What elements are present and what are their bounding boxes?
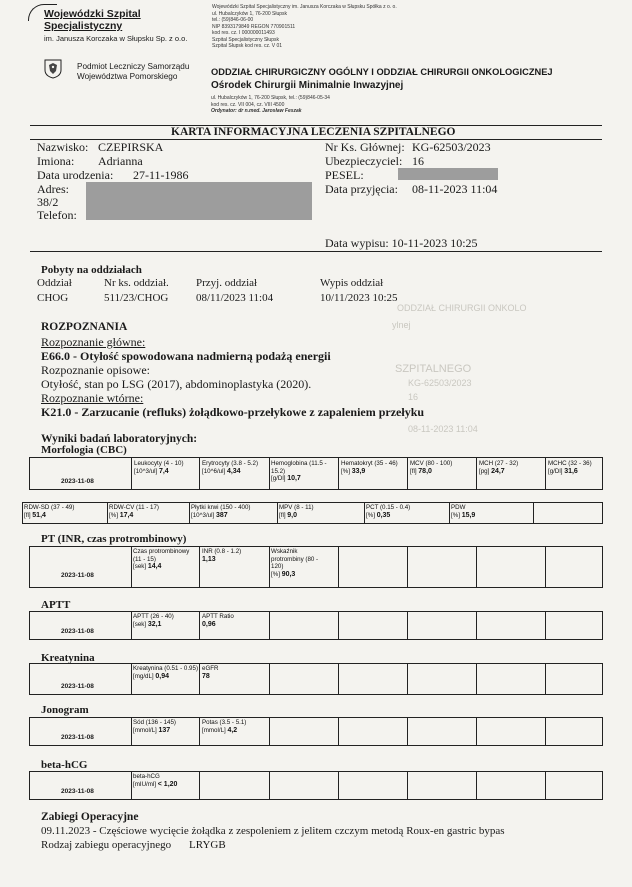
hospital-name-line3: im. Janusza Korczaka w Słupsku Sp. z o.o. xyxy=(44,34,188,43)
morphology-date: 2023-11-08 xyxy=(61,478,94,485)
surname-value: CZEPIRSKA xyxy=(98,140,164,154)
header-bottom-rule xyxy=(30,251,602,252)
pesel-redaction xyxy=(398,168,498,180)
diagnosis-secondary: K21.0 - Zarzucanie (refluks) żołądkowo-przełykowe z zapaleniem przełyku xyxy=(41,405,425,419)
creatinine-title: Kreatynina xyxy=(41,652,95,664)
department-address xyxy=(211,95,330,115)
surgery-type: LRYGB xyxy=(189,839,226,851)
lab-cell: Czas protrombinowy (11 - 15) [sek] 14,4 xyxy=(133,548,190,570)
lab-cell: APTT (26 - 40) [sek] 32,1 xyxy=(133,613,174,628)
lab-cell: Potas (3.5 - 5.1) [mmol/L] 4,2 xyxy=(202,719,247,734)
stays-header-book: Nr ks. oddział. xyxy=(104,277,169,289)
address-line: NIP 8393179849 REGON 770901511 xyxy=(212,23,296,30)
stays-header-discharge: Wypis oddział xyxy=(320,277,384,289)
card-title: KARTA INFORMACYJNA LECZENIA SZPITALNEGO xyxy=(171,126,456,138)
admission-label: Data przyjęcia: xyxy=(325,182,398,196)
lab-cell: Sód (136 - 145) [mmol/L] 137 xyxy=(133,719,176,734)
pt-title: PT (INR, czas protrombinowy) xyxy=(41,533,187,545)
surgery-title: Zabiegi Operacyjne xyxy=(41,811,139,823)
address-line: tel.: (59)846-06-00 xyxy=(212,17,254,23)
lab-cell: MPV (8 - 11) [fl] 9,0 xyxy=(279,504,314,519)
address-line: Szpital Słupsk kod res. cz. V 01 xyxy=(212,43,283,49)
creatinine-table xyxy=(29,663,603,695)
surgery-line: 09.11.2023 - Częściowe wycięcie żołądka z zespoleniem z jelitem czczym metodą Roux-en gastric bypas xyxy=(41,825,505,837)
lab-cell: eGFR 78 xyxy=(202,665,219,680)
department-title: ODDZIAŁ CHIRURGICZNY OGÓLNY I ODDZIAŁ CHIRURGII ONKOLOGICZNEJ xyxy=(211,67,553,77)
lab-cell: MCHC (32 - 36) [g/Dl] 31,6 xyxy=(548,460,592,475)
owner-line1: Podmiot Leczniczy Samorządu xyxy=(77,62,190,71)
surgery-type-label: Rodzaj zabiegu operacyjnego xyxy=(41,839,172,851)
lab-cell: INR (0.8 - 1.2) 1,13 xyxy=(202,548,242,563)
ordynator: Ordynator: dr n.med. Jarosław Feszak xyxy=(211,108,302,114)
bhcg-table xyxy=(29,771,603,800)
address-label: Adres: xyxy=(37,182,69,196)
stays-header-dept: Oddział xyxy=(37,277,72,289)
aptt-title: APTT xyxy=(41,599,71,611)
stays-header-admission: Przyj. oddział xyxy=(196,277,258,289)
stays-book: 511/23/CHOG xyxy=(104,292,169,304)
address-partial: 38/2 xyxy=(37,195,59,209)
ionogram-table xyxy=(29,717,603,746)
ghost-text: SZPITALNEGO xyxy=(395,363,472,375)
lab-cell: beta-hCG [mIU/ml] < 1,20 xyxy=(133,773,178,788)
owner-line2: Województwa Pomorskiego xyxy=(77,72,178,81)
dept-address-line: kod res. cz. VII 004, cz. VIII 4500 xyxy=(211,101,285,108)
stays-dept: CHOG xyxy=(37,292,69,304)
coat-of-arms-icon xyxy=(44,59,62,79)
surname-label: Nazwisko: xyxy=(37,140,89,154)
diagnosis-secondary-label: Rozpoznanie wtórne: xyxy=(41,391,144,405)
ionogram-title: Jonogram xyxy=(41,704,89,716)
lab-cell: RDW-SD (37 - 49) [fl] 51,4 xyxy=(24,504,75,519)
ghost-text: 16 xyxy=(408,392,419,402)
discharge-print: Data wypisu: 10-11-2023 10:25 xyxy=(325,236,478,250)
address-line: ul. Hubalczyków 1, 76-200 Słupsk xyxy=(212,10,288,17)
hospital-name-line1: Wojewódzki Szpital xyxy=(44,8,141,20)
creatinine-date: 2023-11-08 xyxy=(61,683,94,690)
lab-cell: PDW [%] 15,9 xyxy=(451,504,476,519)
stays-admission: 08/11/2023 11:04 xyxy=(196,292,274,304)
morphology-title: Morfologia (CBC) xyxy=(41,444,127,456)
insurer-label: Ubezpieczyciel: xyxy=(325,154,403,168)
labs-title: Wyniki badań laboratoryjnych: xyxy=(41,433,198,445)
aptt-date: 2023-11-08 xyxy=(61,628,94,635)
ionogram-date: 2023-11-08 xyxy=(61,734,94,741)
ghost-text: 08-11-2023 11:04 xyxy=(408,424,478,434)
lab-cell: RDW-CV (11 - 17) [%] 17,4 xyxy=(109,504,159,519)
ghost-text: KG-62503/2023 xyxy=(408,378,472,388)
dob-label: Data urodzenia: xyxy=(37,168,114,182)
address-line: kod res. cz. I 000000011493 xyxy=(212,30,275,36)
pesel-label: PESEL: xyxy=(325,168,364,182)
address-redaction xyxy=(86,182,312,220)
admission-value: 08-11-2023 11:04 xyxy=(412,182,498,196)
lab-cell: PCT (0.15 - 0.4) [%] 0,35 xyxy=(366,504,411,519)
hospital-address xyxy=(212,4,397,50)
diagnosis-descr-label: Rozpoznanie opisowe: xyxy=(41,363,150,377)
department-subtitle: Ośrodek Chirurgii Minimalnie Inwazyjnej xyxy=(211,80,404,91)
ghost-text: ylnej xyxy=(392,320,411,330)
bhcg-date: 2023-11-08 xyxy=(61,788,94,795)
diagnosis-descr: Otyłość, stan po LSG (2017), abdominoplastyka (2020). xyxy=(41,377,312,391)
lab-cell: Płytki krwi (150 - 400) [10^3/ul] 387 xyxy=(191,504,251,519)
phone-label: Telefon: xyxy=(37,208,77,222)
lab-cell: MCV (80 - 100) [fl] 78,0 xyxy=(410,460,453,475)
stays-discharge: 10/11/2023 10:25 xyxy=(320,292,398,304)
lab-cell: Erytrocyty (3.8 - 5.2) [10^6/ul] 4,34 xyxy=(202,460,259,475)
lab-cell: Hemoglobina (11.5 - 15.2) [g/Dl] 10,7 xyxy=(271,460,327,482)
diagnosis-main: E66.0 - Otyłość spowodowana nadmierną podażą energii xyxy=(41,349,331,363)
address-line: Szpital Specjalistyczny Słupsk xyxy=(212,36,279,43)
hospital-name xyxy=(44,8,141,32)
lab-cell: Kreatynina (0.51 - 0.95) [mg/dL] 0,94 xyxy=(133,665,199,680)
book-value: KG-62503/2023 xyxy=(412,140,491,154)
hospital-name-line2: Specjalistyczny xyxy=(44,20,123,32)
stays-title: Pobyty na oddziałach xyxy=(41,264,142,276)
dept-address-line: ul. Hubalczyków 1, 76-200 Słupsk, tel.: (59)846-05-34 xyxy=(211,95,330,101)
diagnosis-main-label: Rozpoznanie główne: xyxy=(41,335,146,349)
lab-cell: Leukocyty (4 - 10) [10^3/ul] 7,4 xyxy=(134,460,184,475)
book-label: Nr Ks. Głównej: xyxy=(325,140,405,154)
names-value: Adrianna xyxy=(98,154,143,168)
hospital-logo-arc xyxy=(28,4,57,21)
dob-value: 27-11-1986 xyxy=(133,168,189,182)
pt-date: 2023-11-08 xyxy=(61,572,94,579)
address-line: Wojewódzki Szpital Specjalistyczny im. Janusza Korczaka w Słupsku Spółka z o. o. xyxy=(212,4,397,10)
ghost-text: ODDZIAŁ CHIRURGII ONKOLO xyxy=(397,303,527,313)
diagnosis-title: ROZPOZNANIA xyxy=(41,321,128,333)
insurer-value: 16 xyxy=(412,154,424,168)
names-label: Imiona: xyxy=(37,154,75,168)
owner-text xyxy=(77,62,189,82)
aptt-table xyxy=(29,611,603,640)
bhcg-title: beta-hCG xyxy=(41,759,88,771)
lab-cell: APTT Ratio 0,96 xyxy=(202,613,234,628)
lab-cell: Wskaźnik protrombiny (80 - 120) [%] 90,3 xyxy=(271,548,319,578)
lab-cell: MCH (27 - 32) [pg] 24,7 xyxy=(479,460,519,475)
lab-cell: Hematokryt (35 - 46) [%] 33,9 xyxy=(341,460,398,475)
